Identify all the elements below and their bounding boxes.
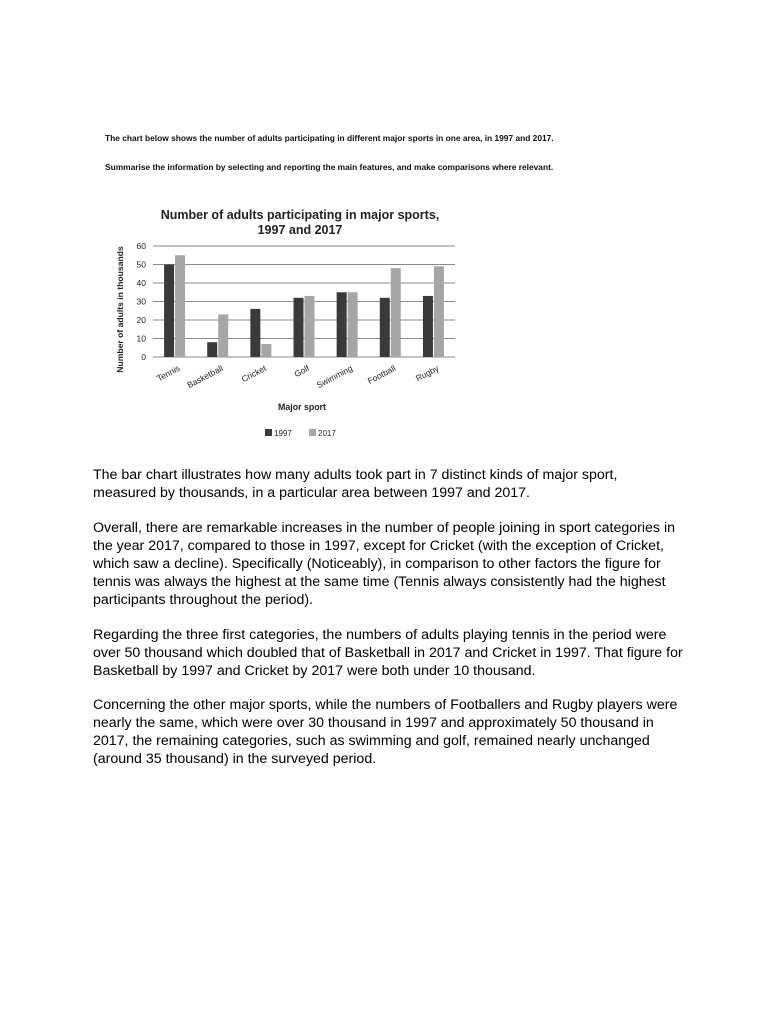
essay-paragraph-2 <box>93 519 683 609</box>
bar-cricket-1997 <box>250 309 260 357</box>
bar-chart <box>110 200 470 445</box>
x-tick-label-basketball: Basketball <box>185 362 225 391</box>
essay-paragraph-1-text: The bar chart illustrates how many adults took part in 7 distinct kinds of major sport, measured by thousands, in a particular area between 1997 and 2017. <box>93 467 618 501</box>
essay-paragraph-3-text: Regarding the three first categories, the numbers of adults playing tennis in the period were over 50 thousand which doubled that of Basketball in 2017 and Cricket in 1997. That figure for Basketball by 1997 and Cricket by 2017 were both under 10 thousand. <box>93 627 683 679</box>
essay-paragraph-1 <box>93 466 683 502</box>
legend-label-2017: 2017 <box>318 429 336 438</box>
y-tick-label-10: 10 <box>136 333 146 344</box>
y-tick-label-20: 20 <box>136 315 146 325</box>
bar-football-2017 <box>391 268 401 357</box>
x-tick-label-golf: Golf <box>292 362 311 380</box>
x-tick-label-cricket: Cricket <box>239 362 268 385</box>
bar-swimming-1997 <box>337 292 347 357</box>
y-tick-label-40: 40 <box>136 278 146 288</box>
y-tick-label-30: 30 <box>136 296 146 307</box>
bar-rugby-2017 <box>434 266 444 357</box>
legend-swatch-1997 <box>265 429 272 436</box>
x-tick-label-swimming: Swimming <box>314 362 355 391</box>
bar-tennis-1997 <box>164 265 174 358</box>
bar-football-1997 <box>380 298 390 357</box>
essay-paragraph-2-text: Overall, there are remarkable increases in the number of people joining in sport categories in the year 2017, compared to those in 1997, except for Cricket (with the exception of Cricket, which saw a decline). Specifically (Noticeably), in comparison to other factors the figure for tennis was always the highest at the same time (Tennis always consistently had the highest participants throughout the period). <box>93 520 675 608</box>
legend-swatch-2017 <box>309 429 316 436</box>
bar-golf-2017 <box>305 296 315 357</box>
essay-paragraph-3 <box>93 626 683 680</box>
task-prompt-line-1: The chart below shows the number of adults participating in different major sports in one area, in 1997 and 2017. <box>105 133 554 143</box>
bar-golf-1997 <box>294 298 304 357</box>
task-prompt-line-2: Summarise the information by selecting and reporting the main features, and make comparisons where relevant. <box>105 162 554 172</box>
y-axis-label: Number of adults in thousands <box>115 246 125 373</box>
y-tick-label-50: 50 <box>136 259 146 270</box>
x-tick-label-rugby: Rugby <box>413 362 441 384</box>
y-tick-label-0: 0 <box>141 352 146 362</box>
x-axis-label: Major sport <box>278 402 326 412</box>
chart-title-line-2: 1997 and 2017 <box>257 223 343 237</box>
bar-basketball-1997 <box>207 342 217 357</box>
bar-tennis-2017 <box>175 255 185 357</box>
chart-title-line-1: Number of adults participating in major sports, <box>160 208 440 222</box>
bar-basketball-2017 <box>218 314 228 357</box>
bar-rugby-1997 <box>423 296 433 357</box>
x-tick-label-tennis: Tennis <box>155 362 182 384</box>
bar-swimming-2017 <box>348 292 358 357</box>
x-tick-label-football: Football <box>365 362 398 386</box>
legend-label-1997: 1997 <box>274 429 292 438</box>
essay-paragraph-4 <box>93 696 683 768</box>
bar-cricket-2017 <box>261 344 271 357</box>
y-tick-label-60: 60 <box>136 241 146 251</box>
essay-paragraph-4-text: Concerning the other major sports, while the numbers of Footballers and Rugby players were nearly the same, which were over 30 thousand in 1997 and approximately 50 thousand in 2017, the remaining categories, such as swimming and golf, remained nearly unchanged (around 35 thousand) in the surveyed period. <box>93 697 678 767</box>
